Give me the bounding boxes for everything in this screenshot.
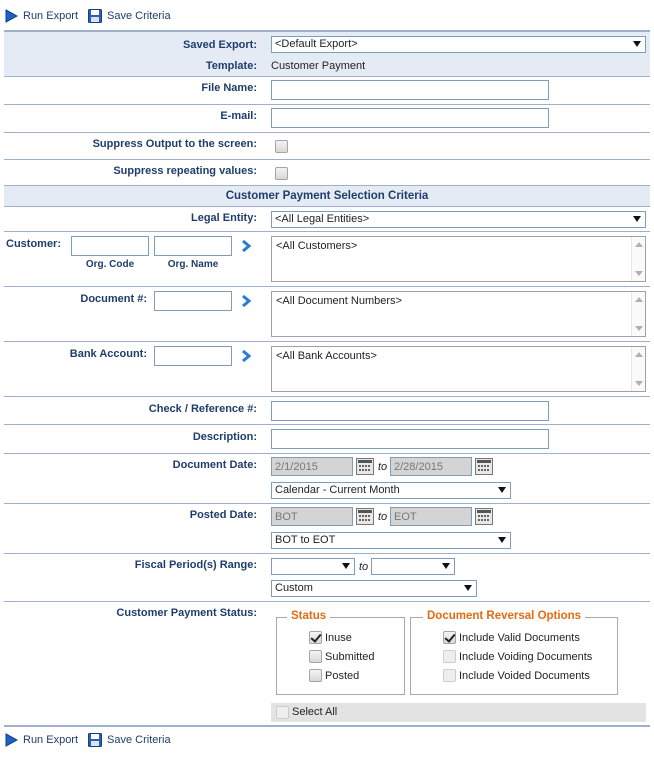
legal-entity-row: [4, 206, 650, 231]
run-export-label: Run Export: [23, 734, 79, 746]
select-all-label: Select All: [292, 706, 338, 718]
scroll-down-icon[interactable]: [635, 381, 643, 386]
bank-account-listbox[interactable]: [271, 346, 646, 392]
include-voided-checkbox[interactable]: [443, 669, 456, 682]
chevron-down-icon: [633, 216, 641, 222]
fiscal-period-row: [4, 553, 650, 601]
section-title: Customer Payment Selection Criteria: [225, 190, 429, 202]
fiscal-to-select[interactable]: [371, 558, 455, 575]
save-disk-icon: [88, 733, 102, 747]
chevron-right-icon[interactable]: [240, 239, 252, 253]
posted-date-range-value: BOT to EOT: [275, 534, 336, 546]
document-label: Document #:: [80, 293, 147, 305]
save-criteria-label: Save Criteria: [107, 10, 171, 22]
fiscal-range-select[interactable]: [271, 580, 477, 597]
suppress-repeating-label: Suppress repeating values:: [113, 165, 257, 177]
submitted-checkbox[interactable]: [309, 650, 322, 663]
file-name-input[interactable]: [271, 80, 549, 100]
suppress-output-row: [4, 132, 650, 159]
posted-label: Posted: [325, 670, 360, 682]
saved-export-value: <Default Export>: [275, 38, 358, 50]
posted-date-label: Posted Date:: [189, 509, 257, 521]
suppress-output-label: Suppress Output to the screen:: [92, 138, 257, 150]
calendar-icon[interactable]: [475, 508, 493, 525]
save-disk-icon: [88, 9, 102, 23]
to-label: to: [359, 561, 369, 573]
save-criteria-button[interactable]: [88, 9, 171, 23]
include-valid-checkbox[interactable]: [443, 631, 456, 644]
to-label: to: [378, 461, 388, 473]
document-number-input[interactable]: [154, 291, 232, 311]
bank-account-list-item[interactable]: <All Bank Accounts>: [276, 350, 377, 362]
top-toolbar: [4, 5, 181, 27]
scroll-up-icon[interactable]: [635, 297, 643, 302]
to-label: to: [378, 511, 388, 523]
fiscal-from-select[interactable]: [271, 558, 355, 575]
customer-row: [4, 231, 650, 286]
saved-export-label: Saved Export:: [183, 39, 257, 51]
description-label: Description:: [192, 431, 257, 443]
section-header: [4, 185, 650, 206]
chevron-down-icon: [498, 537, 506, 543]
email-label: E-mail:: [220, 110, 257, 122]
email-row: [4, 104, 650, 132]
chevron-down-icon: [464, 585, 472, 591]
document-row: [4, 286, 650, 341]
chevron-down-icon: [498, 487, 506, 493]
bank-account-input[interactable]: [154, 346, 232, 366]
check-reference-row: [4, 396, 650, 424]
include-valid-label: Include Valid Documents: [459, 632, 580, 644]
document-date-range-value: Calendar - Current Month: [275, 484, 400, 496]
template-value: Customer Payment: [271, 60, 366, 72]
chevron-down-icon: [633, 41, 641, 47]
description-input[interactable]: [271, 429, 549, 449]
document-date-row: [4, 453, 650, 503]
org-code-input[interactable]: [71, 236, 149, 256]
posted-date-range-select[interactable]: [271, 532, 511, 549]
saved-export-section: [4, 30, 650, 76]
chevron-down-icon: [442, 563, 450, 569]
select-all-checkbox[interactable]: [276, 706, 289, 719]
legal-entity-value: <All Legal Entities>: [275, 213, 370, 225]
document-list-item[interactable]: <All Document Numbers>: [276, 295, 402, 307]
run-export-button[interactable]: [4, 733, 78, 747]
bottom-divider: [4, 725, 650, 727]
document-listbox[interactable]: [271, 291, 646, 337]
status-fieldset: [276, 610, 405, 695]
scroll-down-icon[interactable]: [635, 271, 643, 276]
document-date-label: Document Date:: [172, 459, 257, 471]
suppress-output-checkbox[interactable]: [275, 140, 288, 153]
run-export-label: Run Export: [23, 10, 79, 22]
document-date-range-select[interactable]: [271, 482, 511, 499]
description-row: [4, 424, 650, 453]
reversal-legend: Document Reversal Options: [423, 610, 585, 622]
inuse-checkbox[interactable]: [309, 631, 322, 644]
fiscal-range-value: Custom: [275, 582, 313, 594]
calendar-icon[interactable]: [356, 508, 374, 525]
posted-date-to-input[interactable]: [390, 507, 472, 526]
customer-label: Customer:: [6, 238, 62, 250]
chevron-right-icon[interactable]: [240, 294, 252, 308]
calendar-icon[interactable]: [475, 458, 493, 475]
run-export-button[interactable]: [4, 9, 78, 23]
chevron-right-icon[interactable]: [240, 349, 252, 363]
run-icon: [4, 9, 18, 23]
bottom-toolbar: [4, 729, 181, 751]
calendar-icon[interactable]: [356, 458, 374, 475]
include-voided-label: Include Voided Documents: [459, 670, 590, 682]
posted-checkbox[interactable]: [309, 669, 322, 682]
file-name-label: File Name:: [201, 82, 257, 94]
check-reference-input[interactable]: [271, 401, 549, 421]
org-name-input[interactable]: [154, 236, 232, 256]
payment-status-label: Customer Payment Status:: [116, 607, 257, 619]
inuse-label: Inuse: [325, 632, 352, 644]
suppress-repeating-row: [4, 159, 650, 185]
status-legend: Status: [287, 610, 330, 622]
run-icon: [4, 733, 18, 747]
bank-account-row: [4, 341, 650, 396]
fiscal-period-label: Fiscal Period(s) Range:: [134, 559, 257, 571]
saved-export-select[interactable]: [271, 36, 646, 53]
posted-date-from-input[interactable]: [271, 507, 353, 526]
include-voiding-label: Include Voiding Documents: [459, 651, 593, 663]
email-input[interactable]: [271, 108, 549, 128]
suppress-repeating-checkbox[interactable]: [275, 167, 288, 180]
bank-account-label: Bank Account:: [69, 348, 147, 360]
chevron-down-icon: [342, 563, 350, 569]
reversal-fieldset: [410, 610, 618, 695]
org-code-label: Org. Code: [85, 259, 135, 270]
listbox-scrollbar[interactable]: [631, 237, 645, 281]
check-reference-label: Check / Reference #:: [148, 403, 257, 415]
payment-status-row: [4, 601, 650, 725]
posted-date-row: [4, 503, 650, 553]
customer-listbox[interactable]: [271, 236, 646, 282]
template-label: Template:: [205, 60, 257, 72]
select-all-bar: [271, 703, 646, 722]
include-voiding-checkbox[interactable]: [443, 650, 456, 663]
legal-entity-label: Legal Entity:: [190, 212, 257, 224]
legal-entity-select[interactable]: [271, 211, 646, 228]
save-criteria-label: Save Criteria: [107, 734, 171, 746]
save-criteria-button[interactable]: [88, 733, 171, 747]
scroll-down-icon[interactable]: [635, 326, 643, 331]
scroll-up-icon[interactable]: [635, 242, 643, 247]
document-date-to-input[interactable]: [390, 457, 472, 476]
file-name-row: [4, 76, 650, 104]
org-name-label: Org. Name: [167, 259, 219, 270]
customer-list-item[interactable]: <All Customers>: [276, 240, 358, 252]
submitted-label: Submitted: [325, 651, 375, 663]
document-date-from-input[interactable]: [271, 457, 353, 476]
scroll-up-icon[interactable]: [635, 352, 643, 357]
listbox-scrollbar[interactable]: [631, 292, 645, 336]
listbox-scrollbar[interactable]: [631, 347, 645, 391]
